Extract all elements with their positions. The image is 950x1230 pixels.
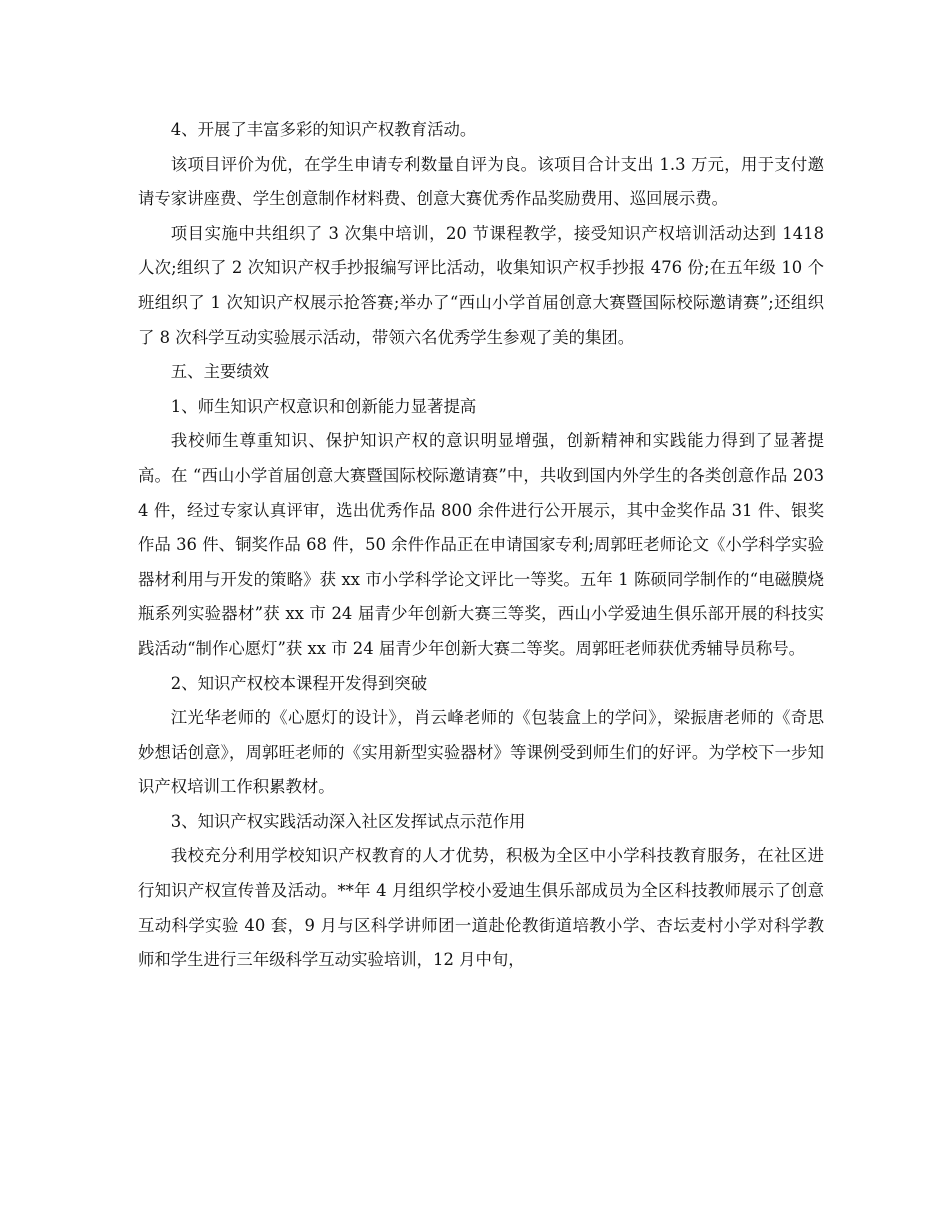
heading-activities: 4、开展了丰富多彩的知识产权教育活动。: [170, 120, 477, 139]
paragraph-curriculum: 江光华老师的《心愿灯的设计》，肖云峰老师的《包装盒上的学问》，梁振唐老师的《奇思妙想话创意》，周郭旺老师的《实用新型实验器材》等课例受到师生们的好评。为学校下一步知识产权培训工作积累教材。: [138, 708, 824, 797]
section-heading-performance: 五、主要绩效: [170, 362, 270, 382]
subheading-curriculum: 2、知识产权校本课程开发得到突破: [170, 673, 428, 693]
paragraph-awareness: 我校师生尊重知识、保护知识产权的意识明显增强，创新精神和实践能力得到了显著提高。在 “西山小学首届创意大赛暨国际校际邀请赛”中，共收到国内外学生的各类创意作品 2034 件，经过专家认真评审，选出优秀作品 800 余件进行公开展示，其中金奖作品 31 件、银奖作品 36 件、铜奖作品 68 件，50 余件作品正在申请国家专利;周郭旺老师论文《小学科学实验器材利用与开发的策略》获 xx 市小学科学论文评比一等奖。五年 1 陈硕同学制作的“电磁膜烧瓶系列实验器材”获 xx 市 24 届青少年创新大赛三等奖，西山小学爱迪生俱乐部开展的科技实践活动“制作心愿灯”获 xx 市 24 届青少年创新大赛二等奖。周郭旺老师获优秀辅导员称号。: [138, 431, 824, 658]
subheading-awareness: 1、师生知识产权意识和创新能力显著提高: [170, 396, 477, 416]
subheading-community: 3、知识产权实践活动深入社区发挥试点示范作用: [170, 811, 526, 831]
paragraph-community: 我校充分利用学校知识产权教育的人才优势，积极为全区中小学科技教育服务，在社区进行知识产权宣传普及活动。**年 4 月组织学校小爱迪生俱乐部成员为全区科技教师展示了创意互动科学实验 40 套，9 月与区科学讲师团一道赴伦教街道培教小学、杏坛麦村小学对科学教师和学生进行三年级科学互动实验培训，12 月中旬，: [138, 846, 824, 970]
paragraph-implementation: 项目实施中共组织了 3 次集中培训，20 节课程教学，接受知识产权培训活动达到 1418 人次;组织了 2 次知识产权手抄报编写评比活动，收集知识产权手抄报 476 份;在五年级 10 个班组织了 1 次知识产权展示抢答赛;举办了“西山小学首届创意大赛暨国际校际邀请赛”;还组织了 8 次科学互动实验展示活动，带领六名优秀学生参观了美的集团。: [138, 223, 824, 347]
document-body: [138, 113, 824, 978]
paragraph-evaluation: 该项目评价为优，在学生申请专利数量自评为良。该项目合计支出 1.3 万元，用于支付邀请专家讲座费、学生创意制作材料费、创意大赛优秀作品奖励费用、巡回展示费。: [138, 154, 824, 209]
